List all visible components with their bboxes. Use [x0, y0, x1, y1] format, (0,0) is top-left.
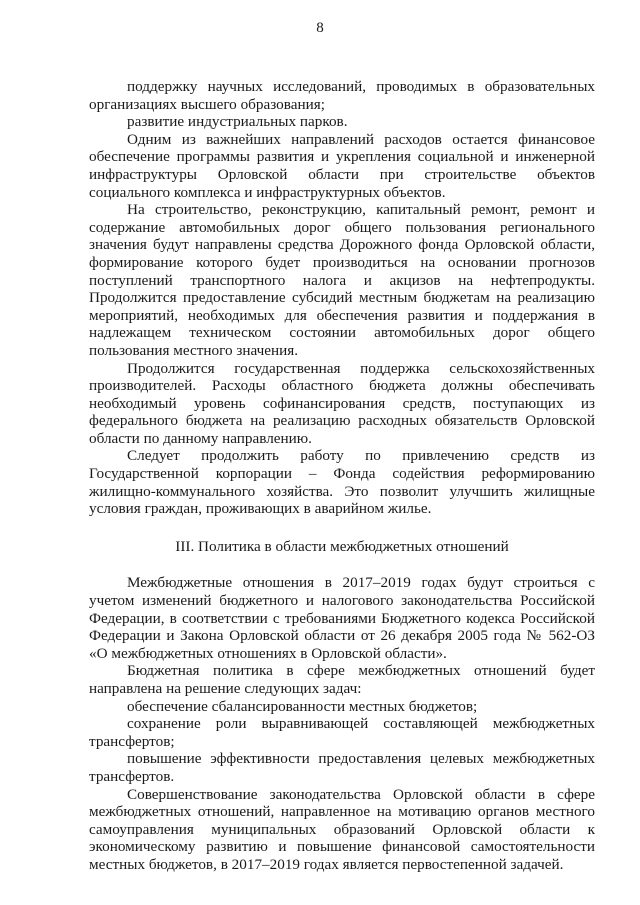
paragraph: развитие индустриальных парков.	[127, 113, 348, 131]
paragraph: Продолжится государственная поддержка сельскохозяйственных производителей. Расходы областного бюджета должны обеспечивать необходимый уровень софинансирования средств, поступающих из федерального бюджета на реализацию расходных обязательств Орловской области по данному направлению.	[89, 359, 595, 447]
page-number: 8	[316, 20, 324, 36]
paragraph: поддержку научных исследований, проводимых в образовательных организациях высшего образования;	[89, 78, 595, 113]
paragraph: Одним из важнейших направлений расходов остается финансовое обеспечение программы развития и укрепления социальной и инженерной инфраструктуры Орловской области при строительстве объектов социального комплекса и инфраструктурных объектов.	[89, 130, 595, 201]
paragraph: обеспечение сбалансированности местных бюджетов;	[127, 697, 478, 715]
document-body	[89, 78, 595, 874]
paragraph: Совершенствование законодательства Орловской области в сфере межбюджетных отношений, направленное на мотивацию органов местного самоуправления муниципальных образований Орловской области к экономическому развитию и повышение финансовой самостоятельности местных бюджетов, в 2017–2019 годах является первостепенной задачей.	[89, 785, 595, 873]
paragraph: сохранение роли выравнивающей составляющей межбюджетных трансфертов;	[89, 715, 595, 750]
paragraph: Межбюджетные отношения в 2017–2019 годах будут строиться с учетом изменений бюджетного и налогового законодательства Российской Федерации, в соответствии с требованиями Бюджетного кодекса Российской Федерации и Закона Орловской области от 26 декабря 2005 года № 562-ОЗ «О межбюджетных отношениях в Орловской области».	[89, 574, 595, 662]
paragraph: На строительство, реконструкцию, капитальный ремонт, ремонт и содержание автомобильных дорог общего пользования регионального значения будут направлены средства Дорожного фонда Орловской области, формирование которого будет производиться на основании прогнозов поступлений транспортного налога и акцизов на нефтепродукты. Продолжится предоставление субсидий местным бюджетам на реализацию мероприятий, необходимых для обеспечения развития и поддержания в надлежащем техническом состоянии автомобильных дорог общего пользования местного значения.	[89, 201, 595, 359]
paragraph: Бюджетная политика в сфере межбюджетных отношений будет направлена на решение следующих задач:	[89, 662, 595, 697]
section-heading: III. Политика в области межбюджетных отношений	[175, 537, 509, 555]
paragraph: повышение эффективности предоставления целевых межбюджетных трансфертов.	[89, 750, 595, 785]
paragraph: Следует продолжить работу по привлечению средств из Государственной корпорации – Фонда содействия реформированию жилищно-коммунального хозяйства. Это позволит улучшить жилищные условия граждан, проживающих в аварийном жилье.	[89, 447, 595, 518]
